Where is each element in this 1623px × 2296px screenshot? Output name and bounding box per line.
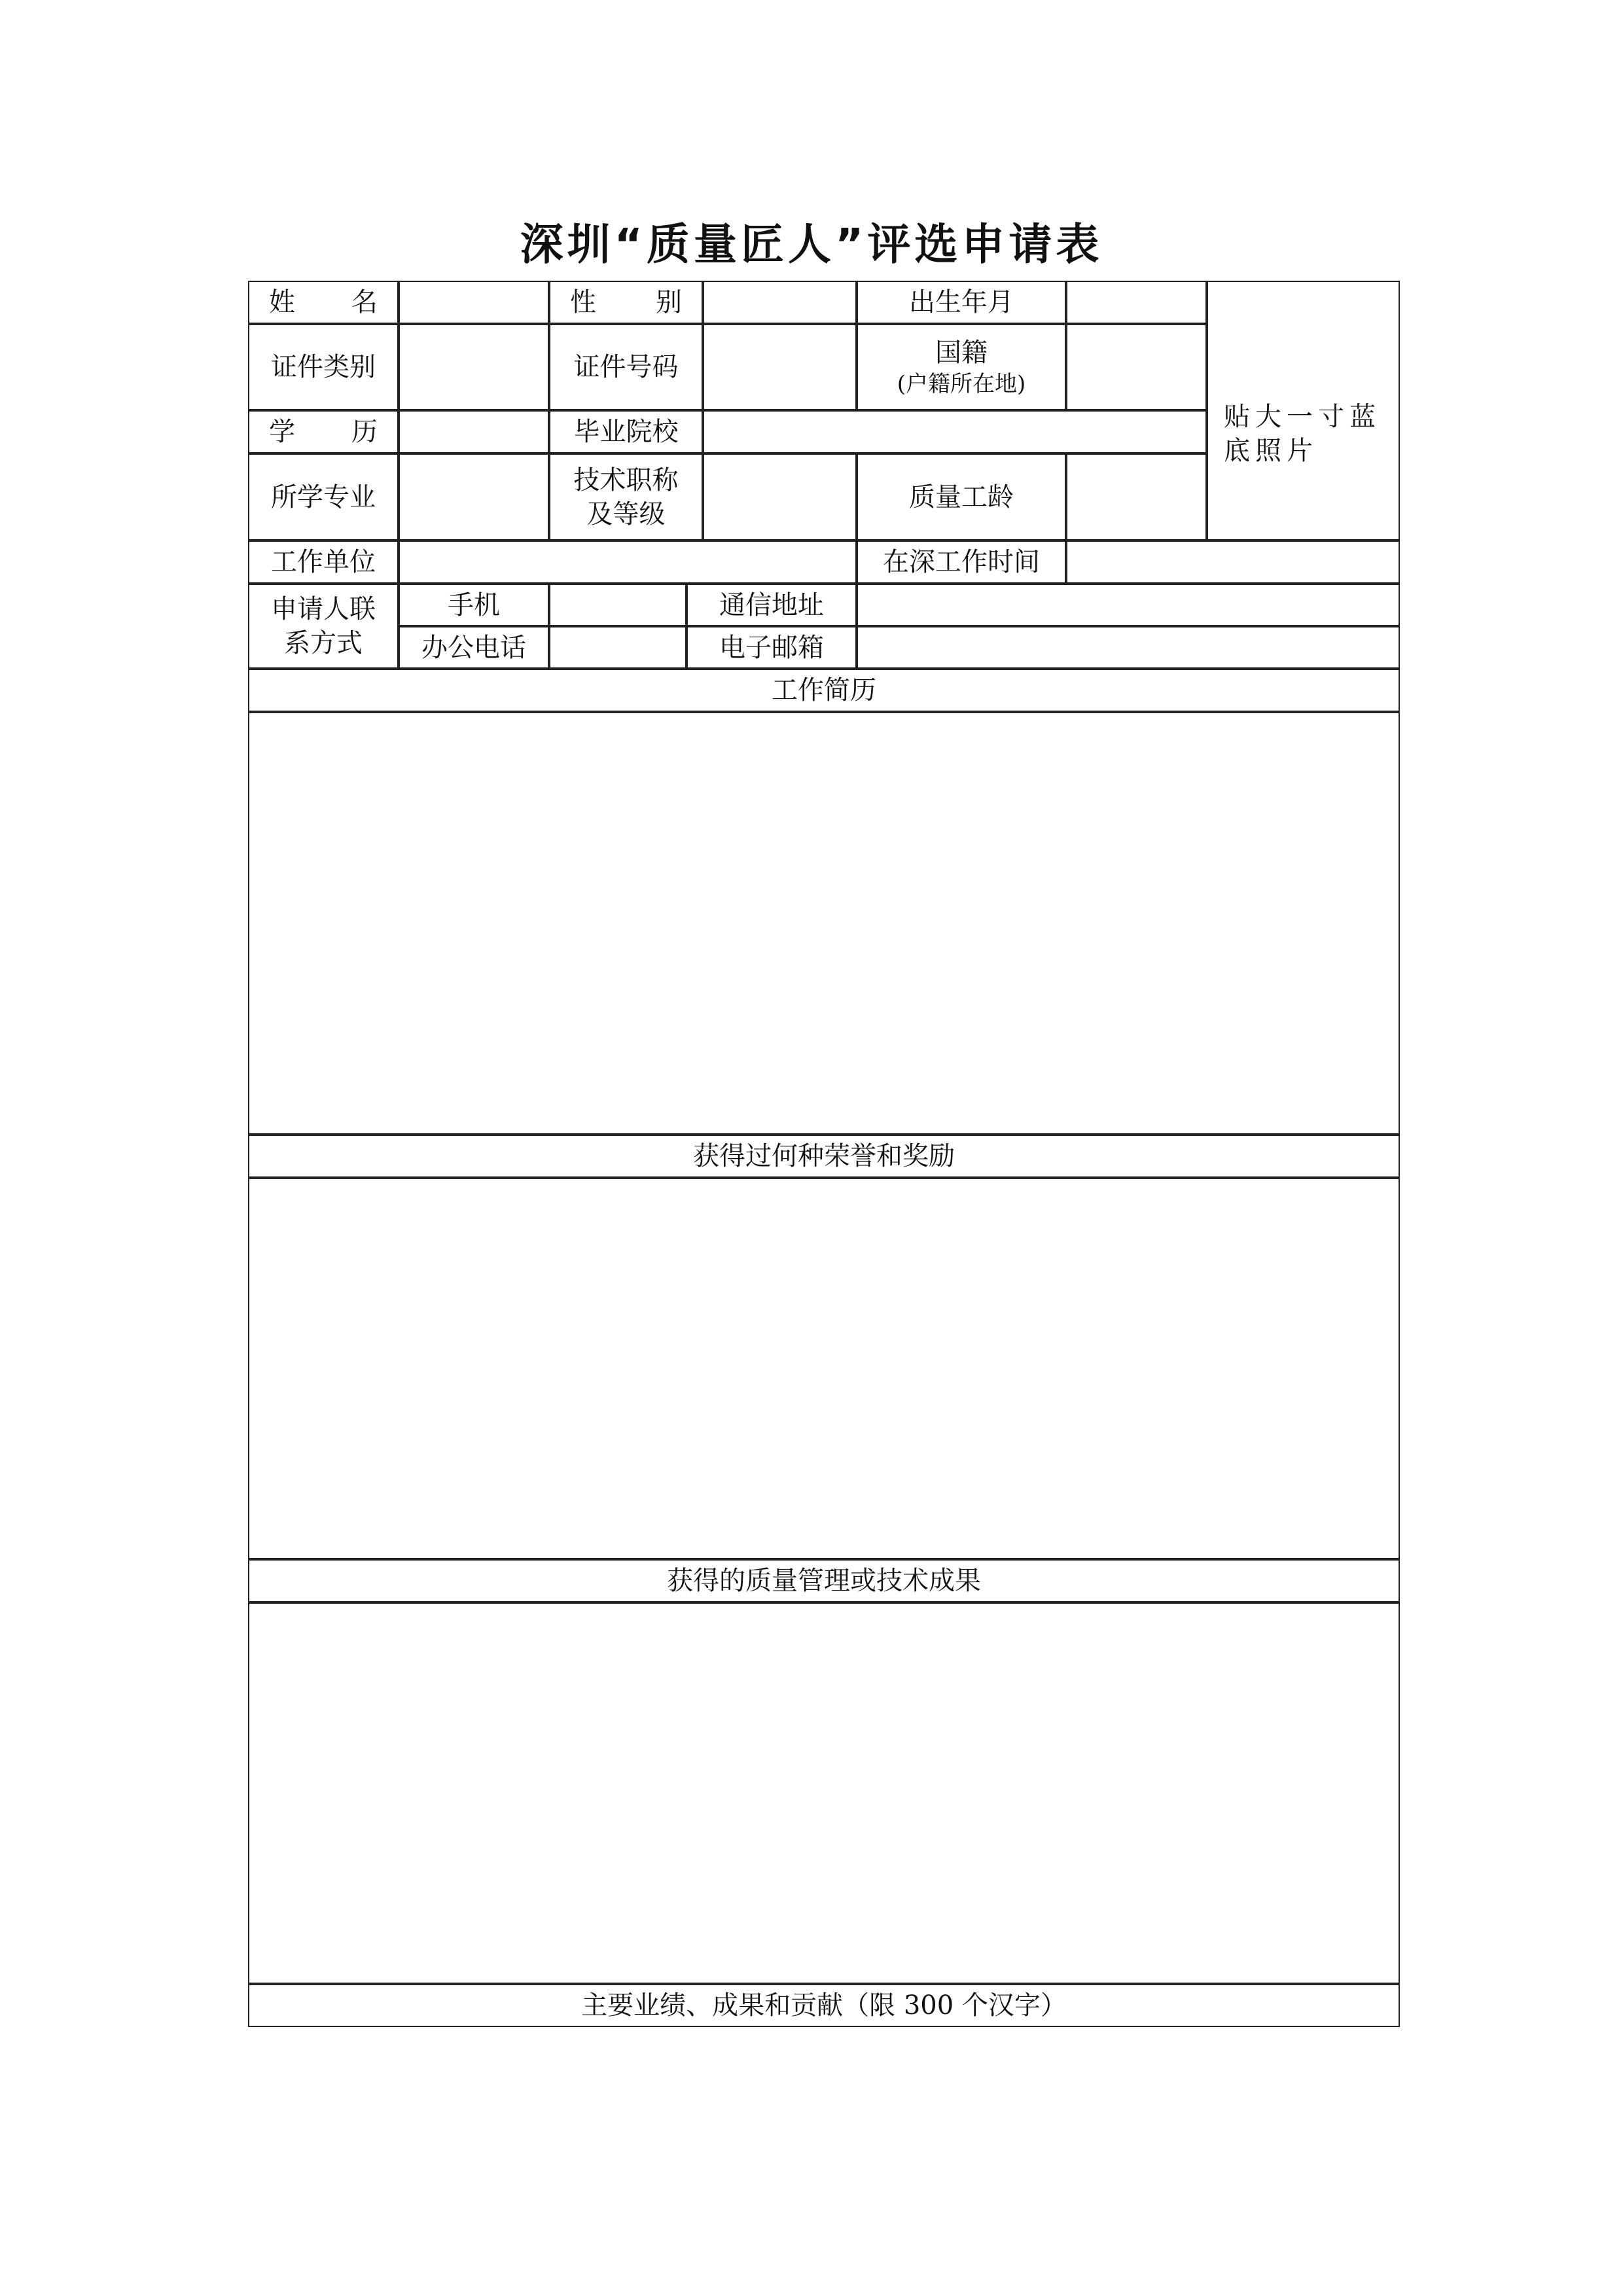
education-field[interactable] — [399, 410, 549, 453]
label-email: 电子邮箱 — [687, 626, 857, 669]
mobile-field[interactable] — [549, 584, 687, 626]
work-history-field[interactable] — [248, 712, 1400, 1135]
label-nationality-note: (户籍所在地) — [897, 370, 1026, 397]
label-nationality-main: 国籍 — [935, 337, 988, 368]
tech-title-field[interactable] — [703, 453, 857, 540]
label-tech-title-line1: 技术职称 — [573, 465, 679, 495]
section-work-history-header: 工作简历 — [248, 669, 1400, 712]
email-field[interactable] — [857, 626, 1400, 669]
id-number-field[interactable] — [703, 324, 857, 410]
form-title: 深圳“质量匠人”评选申请表 — [520, 219, 1103, 270]
label-education-char-1: 学 — [269, 417, 295, 447]
label-sz-work-time: 在深工作时间 — [857, 540, 1066, 584]
label-education — [248, 410, 399, 453]
label-name — [248, 281, 399, 324]
gender-field[interactable] — [703, 281, 857, 324]
label-gender-char-1: 性 — [570, 287, 596, 317]
label-mobile: 手机 — [399, 584, 549, 626]
major-field[interactable] — [399, 453, 549, 540]
label-birth: 出生年月 — [857, 281, 1066, 324]
label-name-char-2: 名 — [351, 287, 378, 317]
label-address: 通信地址 — [687, 584, 857, 626]
label-gender — [549, 281, 703, 324]
photo-note-line1: 贴大一寸蓝 — [1224, 402, 1381, 432]
achievements-field[interactable] — [248, 1602, 1400, 1984]
label-id-number: 证件号码 — [549, 324, 703, 410]
label-tech-title-line2: 及等级 — [586, 499, 666, 529]
label-quality-years: 质量工龄 — [857, 453, 1066, 540]
label-nationality — [857, 324, 1066, 410]
label-major: 所学专业 — [248, 453, 399, 540]
label-tech-title — [549, 453, 703, 540]
label-employer: 工作单位 — [248, 540, 399, 584]
section-contributions-header: 主要业绩、成果和贡献（限 300 个汉字） — [248, 1984, 1400, 2027]
label-school: 毕业院校 — [549, 410, 703, 453]
label-office-phone: 办公电话 — [399, 626, 549, 669]
label-education-char-2: 历 — [351, 417, 378, 447]
sz-work-time-field[interactable] — [1066, 540, 1400, 584]
label-id-type: 证件类别 — [248, 324, 399, 410]
label-contact-line1: 申请人联 — [271, 594, 376, 624]
birth-field[interactable] — [1066, 281, 1207, 324]
section-honors-header: 获得过何种荣誉和奖励 — [248, 1135, 1400, 1178]
school-field[interactable] — [703, 410, 1207, 453]
id-type-field[interactable] — [399, 324, 549, 410]
address-field[interactable] — [857, 584, 1400, 626]
quality-years-field[interactable] — [1066, 453, 1207, 540]
office-phone-field[interactable] — [549, 626, 687, 669]
section-achievements-header: 获得的质量管理或技术成果 — [248, 1559, 1400, 1602]
photo-note-line2: 底照片 — [1224, 436, 1318, 466]
nationality-field[interactable] — [1066, 324, 1207, 410]
honors-field[interactable] — [248, 1178, 1400, 1559]
label-name-char-1: 姓 — [269, 287, 295, 317]
name-field[interactable] — [399, 281, 549, 324]
label-gender-char-2: 别 — [656, 287, 682, 317]
employer-field[interactable] — [399, 540, 857, 584]
label-contact-line2: 系方式 — [284, 628, 363, 658]
label-contact — [248, 584, 399, 669]
photo-box[interactable] — [1207, 281, 1400, 540]
